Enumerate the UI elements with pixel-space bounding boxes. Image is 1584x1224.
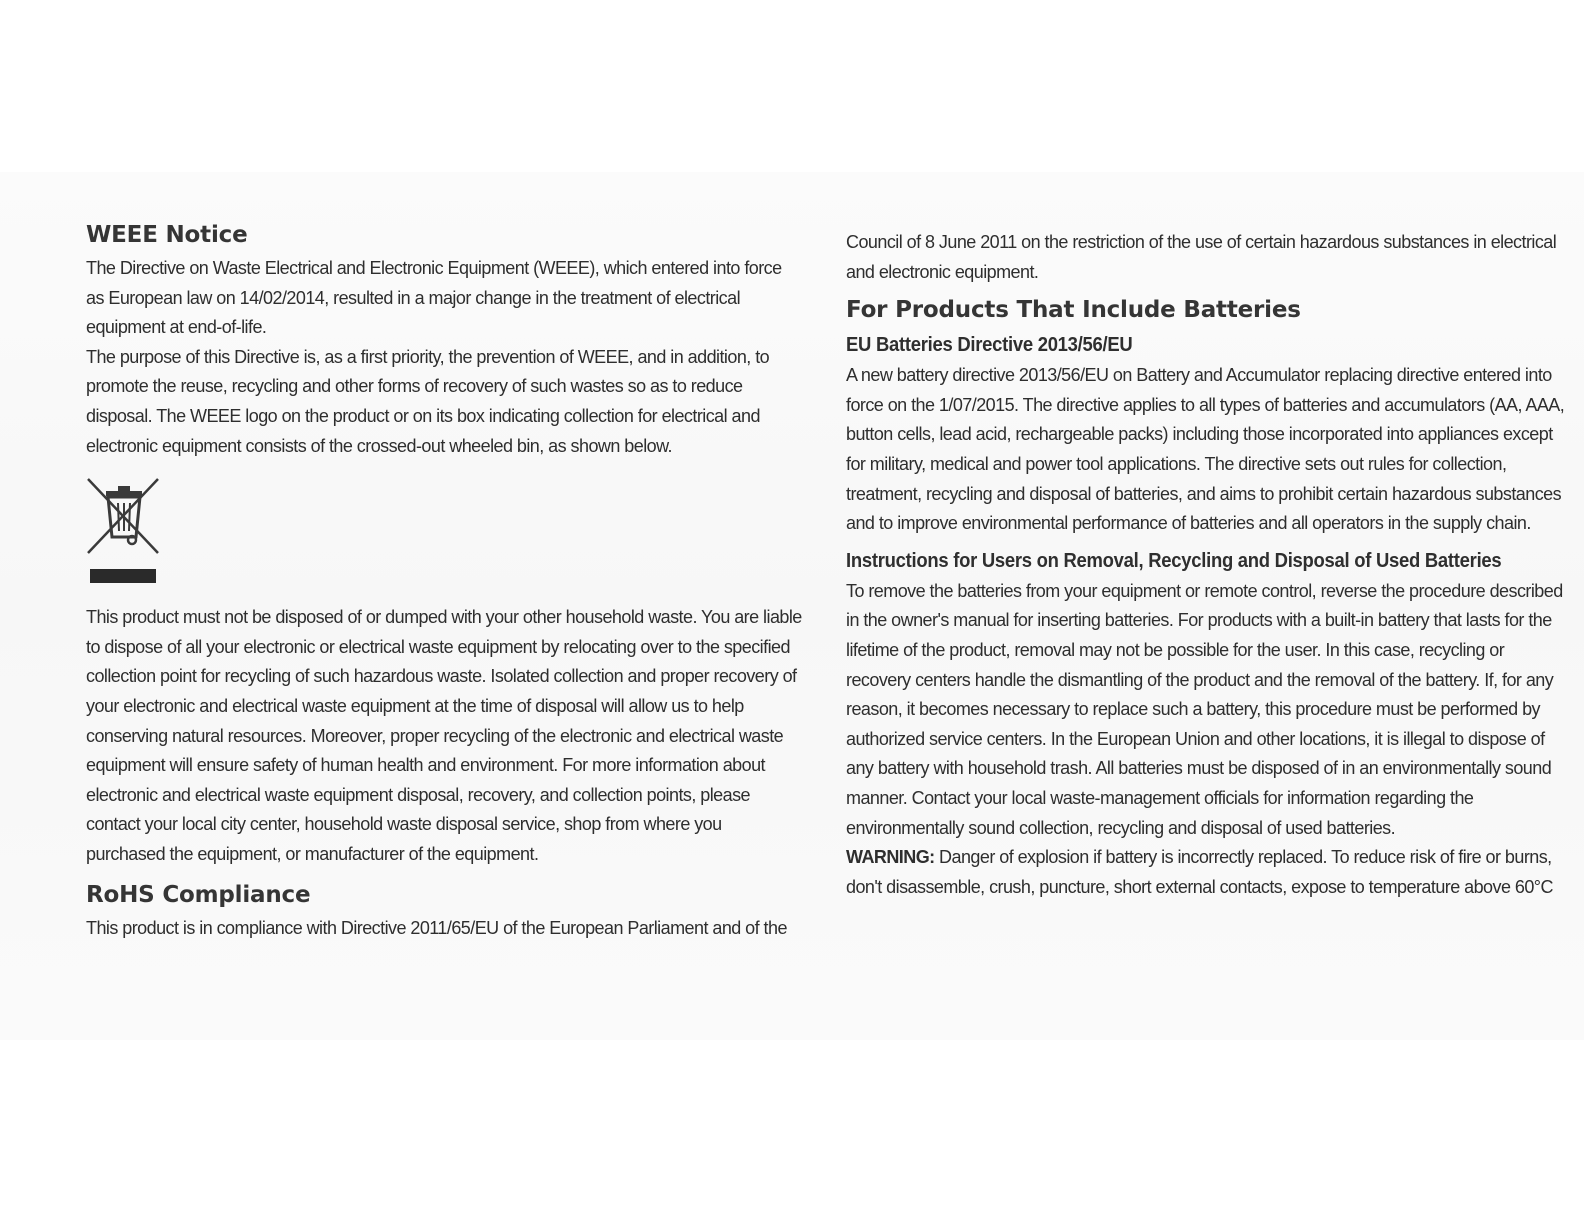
eu-directive-paragraph: A new battery directive 2013/56/EU on Battery and Accumulator replacing directive entered into force on the 1/07/2015. The directive applies to all types of batteries and accumulators (AA, AAA, button cells, lead acid, rechargeable packs) including those incorporated into appliances except for military, medical and power tool applications. The directive sets out rules for collection, treatment, recycling and disposal of batteries, and aims to prohibit certain hazardous substances and to improve environmental performance of batteries and all operators in the supply chain. bbox=[846, 365, 1565, 534]
warning-text: Danger of explosion if battery is incorrectly replaced. To reduce risk of fire or burns, don't disassemble, crush, puncture, short external contacts, expose to temperature above 60°C bbox=[846, 847, 1553, 897]
instructions-heading: Instructions for Users on Removal, Recycling and Disposal of Used Batteries bbox=[846, 548, 1502, 572]
weee-heading: WEEE Notice bbox=[86, 222, 248, 248]
left-column bbox=[86, 222, 802, 943]
weee-paragraph-3: This product must not be disposed of or dumped with your other household waste. You are liable to dispose of all your electronic or electrical waste equipment by relocating over to the specified collection point for recycling of such hazardous waste. Isolated collection and proper recovery of your electronic and electrical waste equipment at the time of disposal will allow us to help conserving natural resources. Moreover, proper recycling of the electronic and electrical waste equipment will ensure safety of human health and environment. For more information about electronic and electrical waste equipment disposal, recovery, and collection points, please contact your local city center, household waste disposal service, shop from where you purchased the equipment, or manufacturer of the equipment. bbox=[86, 607, 802, 864]
eu-directive-heading: EU Batteries Directive 2013/56/EU bbox=[846, 333, 1133, 357]
warning-paragraph bbox=[846, 843, 1568, 902]
rohs-paragraph: This product is in compliance with Directive 2011/65/EU of the European Parliament and of the bbox=[86, 917, 787, 938]
weee-paragraph-1: The Directive on Waste Electrical and Electronic Equipment (WEEE), which entered into force as European law on 14/02/2014, resulted in a major change in the treatment of electrical equipment at end-of-life. bbox=[86, 258, 782, 338]
weee-paragraph-2: The purpose of this Directive is, as a first priority, the prevention of WEEE, and in addition, to promote the reuse, recycling and other forms of recovery of such wastes so as to reduce disposal. The WEEE logo on the product or on its box indicating collection for electrical and electronic equipment consists of the crossed-out wheeled bin, as shown below. bbox=[86, 346, 770, 456]
warning-label: WARNING: bbox=[846, 847, 935, 868]
batteries-heading: For Products That Include Batteries bbox=[846, 297, 1301, 324]
rohs-paragraph-continued: Council of 8 June 2011 on the restriction of the use of certain hazardous substances in electrical and electronic equipment. bbox=[846, 232, 1557, 282]
rohs-heading: RoHS Compliance bbox=[86, 881, 311, 908]
crossed-out-wheeled-bin-icon bbox=[86, 477, 164, 587]
right-column bbox=[846, 228, 1568, 902]
instructions-paragraph: To remove the batteries from your equipment or remote control, reverse the procedure described in the owner's manual for inserting batteries. For products with a built-in battery that lasts for the lifetime of the product, removal may not be possible for the user. In this case, recycling or recovery centers handle the dismantling of the product and the removal of the battery. If, for any reason, it becomes necessary to replace such a battery, this procedure must be performed by authorized service centers. In the European Union and other locations, it is illegal to dispose of any battery with household trash. All batteries must be disposed of in an environmentally sound manner. Contact your local waste-management officials for information regarding the environmentally sound collection, recycling and disposal of used batteries. bbox=[846, 580, 1563, 838]
